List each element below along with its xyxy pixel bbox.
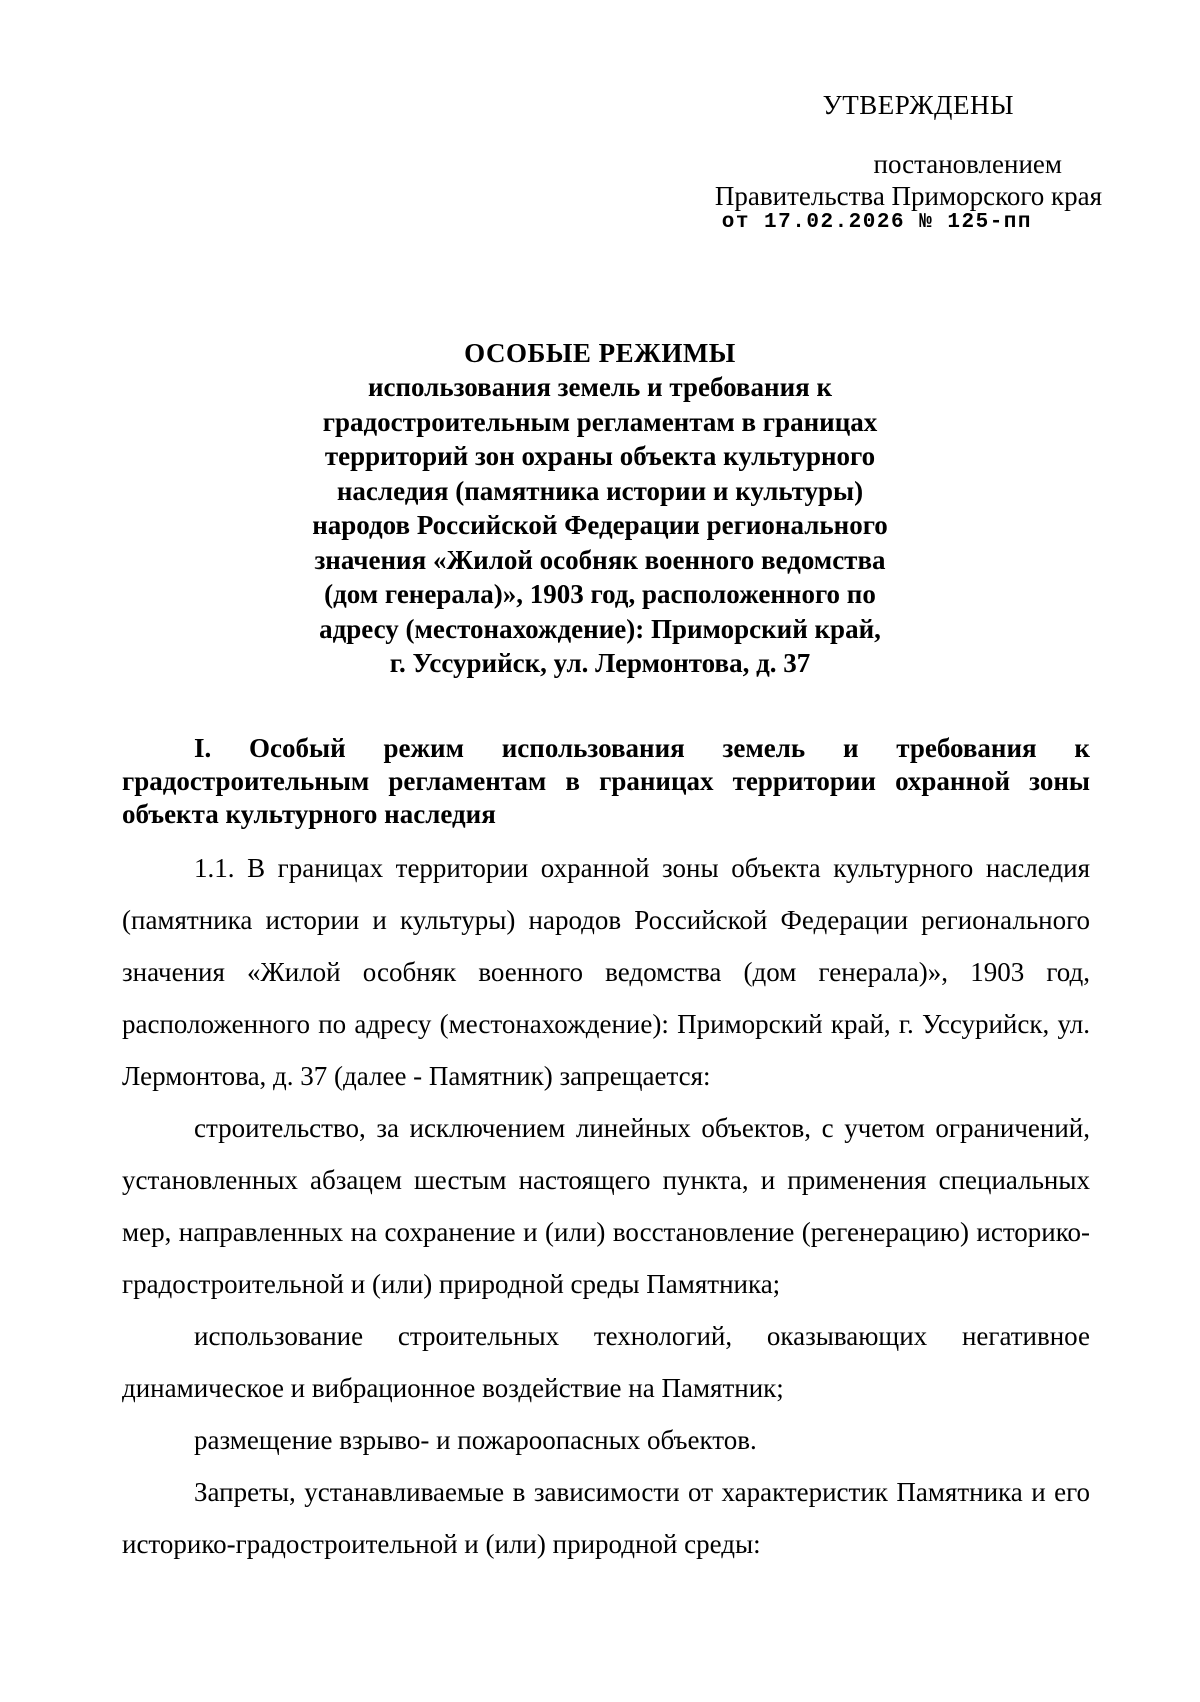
document-subtitle-line: территорий зон охраны объекта культурного bbox=[324, 441, 876, 471]
approval-stamp: от 17.02.2026 № 125-пп bbox=[721, 211, 1032, 234]
approval-line-1: постановлением bbox=[873, 149, 1062, 179]
paragraph: Запреты, устанавливаемые в зависимости от характеристик Памятника и его историко-градостроительной и (или) природной среды: bbox=[122, 1477, 1090, 1559]
approval-block bbox=[642, 88, 1102, 234]
document-title: ОСОБЫЕ РЕЖИМЫ bbox=[464, 338, 736, 368]
document-subtitle-line: использования земель и требования к bbox=[367, 372, 833, 402]
paragraph: 1.1. В границах территории охранной зоны объекта культурного наследия (памятника истории и культуры) народов Российской Федерации регионального значения «Жилой особняк военного ведомства (дом генерала)», 1903 год, расположенного по адресу (местонахождение): Приморский край, г. Уссурийск, ул. Лермонтова, д. 37 (далее - Памятник) запрещается: bbox=[122, 853, 1090, 1091]
document-subtitle-line: народов Российской Федерации регионального bbox=[312, 510, 888, 540]
section-heading-first-line: I. Особый режим использования земель и требования к bbox=[194, 733, 1090, 763]
paragraph: размещение взрыво- и пожароопасных объектов. bbox=[194, 1425, 757, 1455]
document-title-block bbox=[250, 336, 950, 681]
section-heading-rest: градостроительным регламентам в границах территории охранной зоны объекта культурного наследия bbox=[122, 766, 1090, 829]
document-subtitle-line: наследия (памятника истории и культуры) bbox=[336, 475, 864, 506]
approval-title: УТВЕРЖДЕНЫ bbox=[822, 90, 1014, 120]
document-subtitle-line: адресу (местонахождение): Приморский край, bbox=[319, 613, 881, 644]
section-heading bbox=[122, 732, 1090, 831]
body-text bbox=[122, 842, 1090, 1570]
document-subtitle-line: значения «Жилой особняк военного ведомства bbox=[314, 544, 886, 575]
document-subtitle-line: г. Уссурийск, ул. Лермонтова, д. 37 bbox=[389, 648, 811, 678]
paragraph: строительство, за исключением линейных объектов, с учетом ограничений, установленных абзацем шестым настоящего пункта, и применения специальных мер, направленных на сохранение и (или) восстановление (регенерацию) историко-градостроительной и (или) природной среды Памятника; bbox=[122, 1113, 1090, 1299]
paragraph: использование строительных технологий, оказывающих негативное динамическое и вибрационное воздействие на Памятник; bbox=[122, 1321, 1090, 1403]
approval-line-2: Правительства Приморского края bbox=[714, 181, 1102, 211]
document-subtitle-line: (дом генерала)», 1903 год, расположенного по bbox=[324, 579, 876, 609]
document-subtitle-line: градостроительным регламентам в границах bbox=[322, 406, 878, 437]
